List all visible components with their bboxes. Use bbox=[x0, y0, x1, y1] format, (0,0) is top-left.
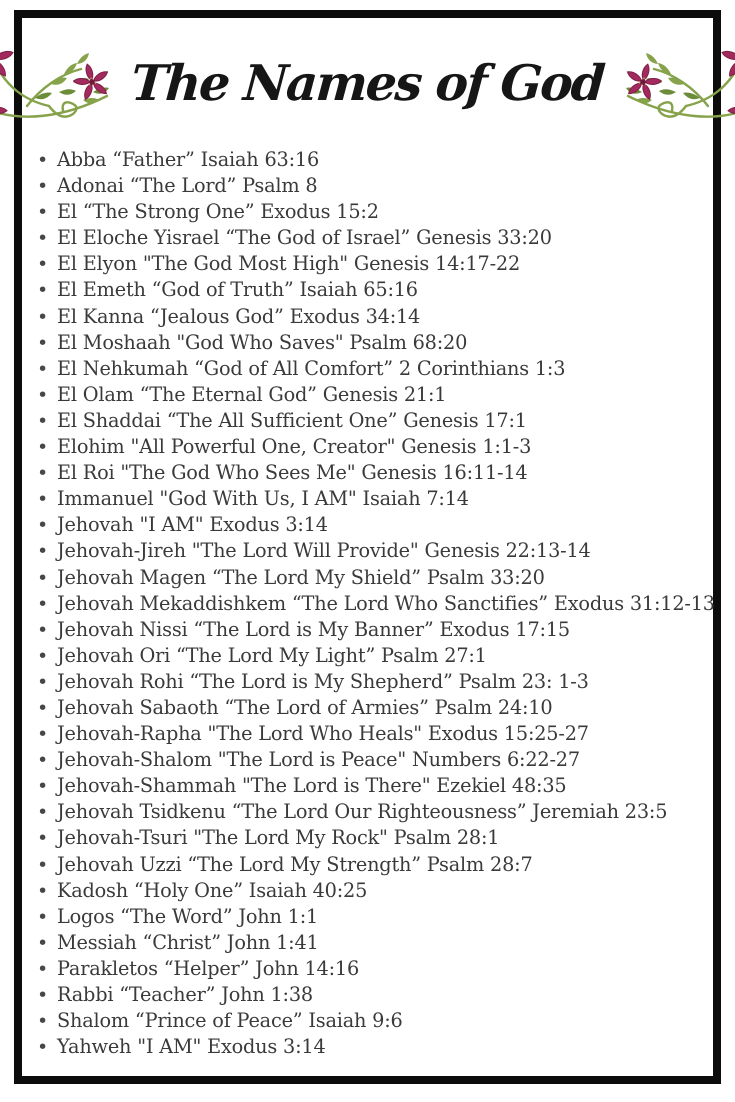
list-item bbox=[57, 512, 705, 538]
list-item bbox=[57, 460, 705, 486]
list-item-text: Abba “Father” Isaiah 63:16 bbox=[57, 148, 320, 171]
list-item-text: Shalom “Prince of Peace” Isaiah 9:6 bbox=[57, 1009, 403, 1033]
list-item bbox=[57, 825, 705, 851]
list-item-text: Parakletos “Helper” John 14:16 bbox=[57, 956, 360, 980]
list-item-text: Jehovah Ori “The Lord My Light” Psalm 27:1 bbox=[57, 643, 487, 667]
list-item bbox=[57, 147, 705, 173]
list-item-text: El Elyon "The God Most High" Genesis 14:17-22 bbox=[57, 252, 521, 276]
list-item bbox=[57, 695, 705, 721]
list-item-text: Messiah “Christ” John 1:41 bbox=[57, 930, 319, 954]
list-item-text: Jehovah Mekaddishkem “The Lord Who Sanctifies” Exodus 31:12-13 bbox=[57, 591, 715, 615]
list-item-text: Immanuel "God With Us, I AM" Isaiah 7:14 bbox=[57, 487, 469, 511]
list-item-text: El Moshaah "God Who Saves" Psalm 68:20 bbox=[57, 330, 468, 354]
list-item-text: Adonai “The Lord” Psalm 8 bbox=[57, 174, 318, 198]
list-item-text: Jehovah Tsidkenu “The Lord Our Righteousness” Jeremiah 23:5 bbox=[57, 800, 668, 824]
list-item-text: Elohim "All Powerful One, Creator" Genesis 1:1-3 bbox=[57, 435, 532, 459]
list-item bbox=[57, 486, 705, 512]
list-item bbox=[57, 878, 705, 904]
list-item bbox=[57, 565, 705, 591]
list-item bbox=[57, 956, 705, 982]
list-item bbox=[57, 434, 705, 460]
list-item bbox=[57, 1008, 705, 1034]
list-item bbox=[57, 538, 705, 564]
list-item bbox=[57, 277, 705, 303]
list-item bbox=[57, 330, 705, 356]
list-item-text: El Olam “The Eternal God” Genesis 21:1 bbox=[57, 382, 447, 406]
list-item bbox=[57, 799, 705, 825]
flower-sprig-icon bbox=[0, 40, 117, 132]
list-item-text: El “The Strong One” Exodus 15:2 bbox=[57, 200, 379, 224]
flower-sprig-icon-mirrored bbox=[618, 40, 735, 132]
list-item bbox=[57, 251, 705, 277]
list-item bbox=[57, 904, 705, 930]
list-item-text: El Shaddai “The All Sufficient One” Genesis 17:1 bbox=[57, 408, 527, 432]
list-item bbox=[57, 721, 705, 747]
list-item-text: Yahweh "I AM" Exodus 3:14 bbox=[57, 1035, 326, 1059]
list-item bbox=[57, 382, 705, 408]
list-item-text: Jehovah-Shalom "The Lord is Peace" Numbers 6:22-27 bbox=[57, 748, 580, 772]
list-item-text: Jehovah Uzzi “The Lord My Strength” Psalm 28:7 bbox=[57, 852, 533, 876]
list-item bbox=[57, 747, 705, 773]
list-item-text: El Kanna “Jealous God” Exodus 34:14 bbox=[57, 304, 421, 328]
list-item bbox=[57, 225, 705, 251]
list-item bbox=[57, 199, 705, 225]
list-item-text: El Emeth “God of Truth” Isaiah 65:16 bbox=[57, 278, 418, 302]
list-item bbox=[57, 591, 715, 617]
names-of-god-list bbox=[22, 147, 713, 1060]
list-item bbox=[57, 773, 705, 799]
list-item bbox=[57, 852, 705, 878]
list-item-text: Jehovah Nissi “The Lord is My Banner” Exodus 17:15 bbox=[57, 617, 570, 641]
list-item bbox=[57, 643, 705, 669]
list-item-text: Logos “The Word” John 1:1 bbox=[57, 904, 319, 928]
list-item-text: El Roi "The God Who Sees Me" Genesis 16:11-14 bbox=[57, 461, 528, 485]
list-item-text: Jehovah Magen “The Lord My Shield” Psalm 33:20 bbox=[57, 565, 545, 589]
page-header bbox=[22, 38, 713, 134]
list-item bbox=[57, 356, 705, 382]
list-item-text: Jehovah-Shammah "The Lord is There" Ezekiel 48:35 bbox=[57, 774, 567, 798]
page-title: The Names of God bbox=[129, 54, 606, 112]
page-border-frame bbox=[14, 10, 721, 1084]
list-item bbox=[57, 617, 705, 643]
list-item bbox=[57, 669, 705, 695]
list-item bbox=[57, 173, 705, 199]
list-item bbox=[57, 1034, 705, 1060]
list-item-text: Jehovah-Tsuri "The Lord My Rock" Psalm 28:1 bbox=[57, 826, 500, 850]
list-item-text: Jehovah-Rapha "The Lord Who Heals" Exodus 15:25-27 bbox=[57, 722, 589, 746]
list-item-text: Kadosh “Holy One” Isaiah 40:25 bbox=[57, 878, 368, 902]
list-item-text: El Eloche Yisrael “The God of Israel” Genesis 33:20 bbox=[57, 226, 552, 250]
list-item-text: Jehovah "I AM" Exodus 3:14 bbox=[57, 513, 328, 537]
list-item-text: Rabbi “Teacher” John 1:38 bbox=[57, 983, 313, 1006]
list-item bbox=[57, 930, 705, 956]
list-item-text: Jehovah-Jireh "The Lord Will Provide" Genesis 22:13-14 bbox=[57, 539, 591, 563]
list-item bbox=[57, 408, 705, 434]
list-item-text: El Nehkumah “God of All Comfort” 2 Corinthians 1:3 bbox=[57, 356, 566, 380]
list-item-text: Jehovah Sabaoth “The Lord of Armies” Psalm 24:10 bbox=[57, 695, 553, 719]
list-item bbox=[57, 304, 705, 330]
list-item-text: Jehovah Rohi “The Lord is My Shepherd” Psalm 23: 1-3 bbox=[57, 669, 589, 693]
list-item bbox=[57, 982, 705, 1008]
